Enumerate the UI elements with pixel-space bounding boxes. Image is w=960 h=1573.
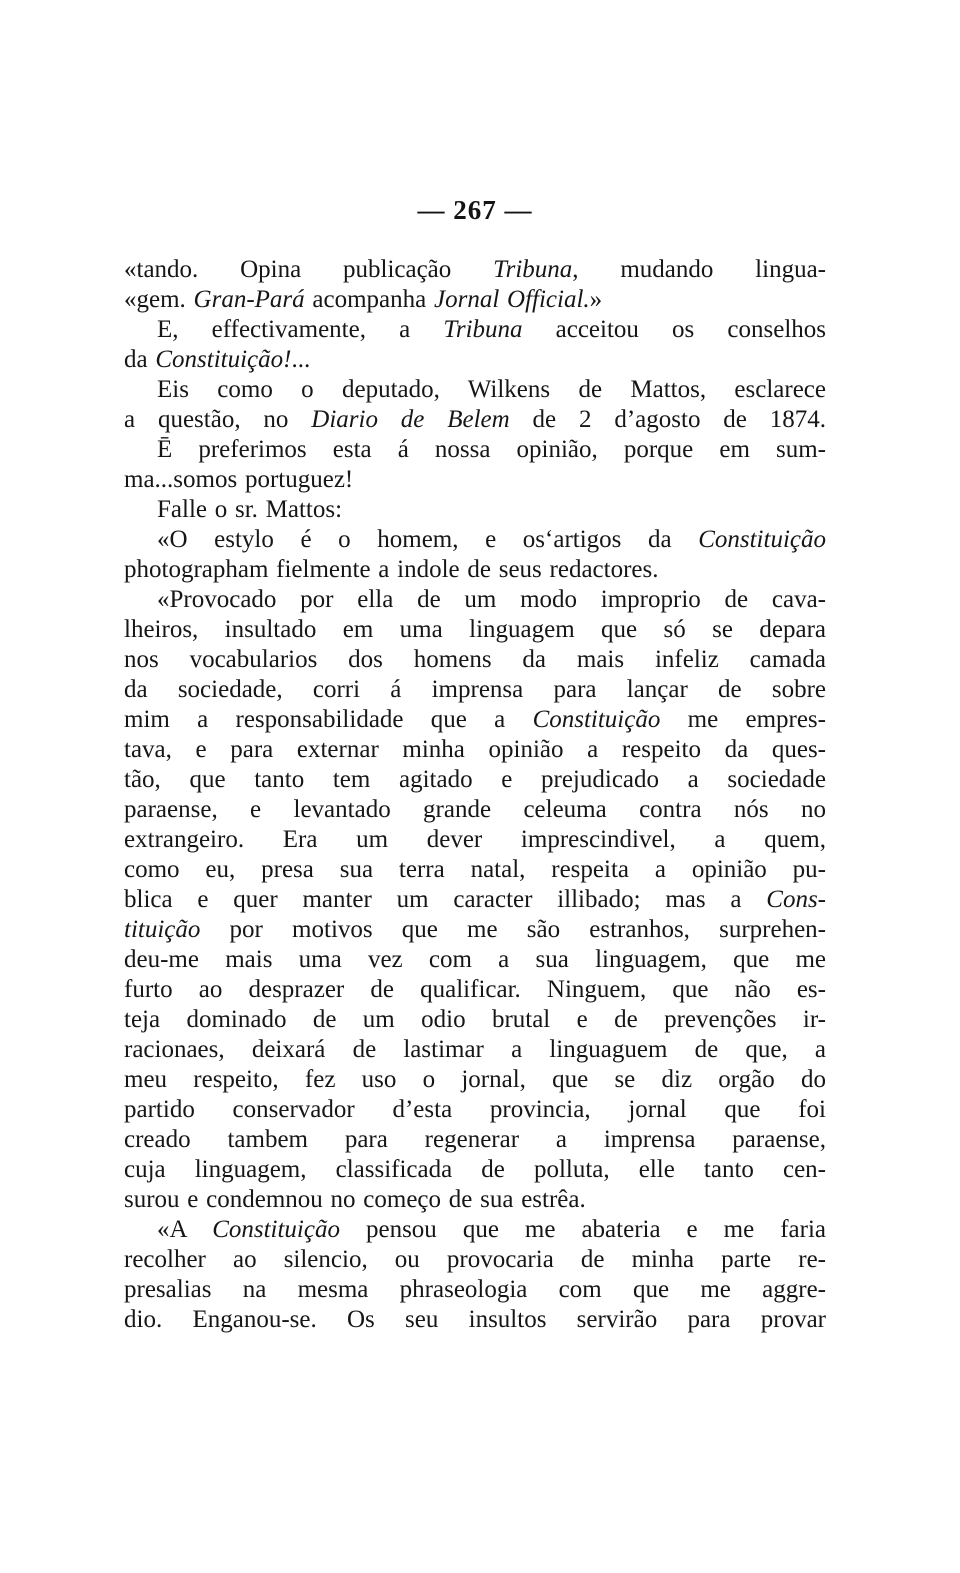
text-segment: , mudando lingua- <box>572 256 826 283</box>
text-segment: surou e condemnou no começo de sua estrêa. <box>124 1186 586 1213</box>
text-segment: racionaes, deixará de lastimar a linguaguem de que, a <box>124 1036 826 1063</box>
text-line <box>124 975 826 1005</box>
text-segment: tava, e para externar minha opinião a respeito da ques- <box>124 736 826 763</box>
text-segment: partido conservador d’esta provincia, jornal que foi <box>124 1096 826 1123</box>
text-segment: «tando. Opina publicação <box>124 256 494 283</box>
italic-text-segment: tituição <box>124 916 201 943</box>
text-segment: photographam fielmente a indole de seus redactores. <box>124 556 659 583</box>
text-line <box>124 435 826 465</box>
page-number: — 267 — <box>417 195 533 225</box>
italic-text-segment: Cons- <box>766 886 826 913</box>
text-line <box>124 1155 826 1185</box>
text-segment: como eu, presa sua terra natal, respeita a opinião pu- <box>124 856 826 883</box>
text-segment: por motivos que me são estranhos, surprehen- <box>200 916 826 943</box>
text-line <box>124 795 826 825</box>
text-segment: cuja linguagem, classificada de polluta, elle tanto cen- <box>124 1156 826 1183</box>
text-line <box>124 1275 826 1305</box>
italic-text-segment: Diario de Belem <box>311 406 510 433</box>
text-line <box>124 465 826 495</box>
text-segment: acompanha <box>304 286 434 313</box>
italic-text-segment: Tribuna <box>443 316 523 343</box>
text-line <box>124 615 826 645</box>
text-segment: Falle o sr. Mattos: <box>157 496 343 523</box>
text-segment: «Provocado por ella de um modo improprio de cava- <box>157 586 826 613</box>
text-line <box>124 1305 826 1335</box>
text-segment: da <box>124 346 156 373</box>
page-text <box>124 255 826 1335</box>
text-line <box>124 1185 826 1215</box>
text-segment: pensou que me abateria e me faria <box>339 1216 826 1243</box>
text-line <box>124 375 826 405</box>
italic-text-segment: Jornal Official. <box>434 286 590 313</box>
text-line <box>124 405 826 435</box>
text-line <box>124 525 826 555</box>
text-segment: me empres- <box>660 706 826 733</box>
text-line <box>124 945 826 975</box>
text-line <box>124 1005 826 1035</box>
text-line <box>124 555 826 585</box>
text-segment: paraense, e levantado grande celeuma contra nós no <box>124 796 826 823</box>
text-segment: da sociedade, corri á imprensa para lançar de sobre <box>124 676 826 703</box>
text-segment: ... <box>291 346 311 373</box>
text-segment: creado tambem para regenerar a imprensa paraense, <box>124 1126 826 1153</box>
text-line <box>124 825 826 855</box>
text-segment: nos vocabularios dos homens da mais infeliz camada <box>124 646 826 673</box>
text-line <box>124 315 826 345</box>
text-line <box>124 255 826 285</box>
text-segment: » <box>589 286 603 313</box>
text-line <box>124 1095 826 1125</box>
text-line <box>124 735 826 765</box>
text-segment: de 2 d’agosto de 1874. <box>509 406 826 433</box>
text-line <box>124 1035 826 1065</box>
italic-text-segment: Constituição <box>532 706 661 733</box>
text-line <box>124 645 826 675</box>
text-line <box>124 585 826 615</box>
text-line <box>124 1065 826 1095</box>
text-segment: mim a responsabilidade que a <box>124 706 533 733</box>
text-segment: ma...somos portuguez! <box>124 466 354 493</box>
text-segment: recolher ao silencio, ou provocaria de minha parte re- <box>124 1246 826 1273</box>
text-segment: Ē preferimos esta á nossa opinião, porque em sum- <box>157 436 826 463</box>
text-line <box>124 705 826 735</box>
text-segment: «gem. <box>124 286 194 313</box>
text-line <box>124 285 826 315</box>
text-segment: dio. Enganou-se. Os seu insultos servirão para provar <box>124 1306 826 1333</box>
text-line <box>124 765 826 795</box>
text-segment: E, effectivamente, a <box>157 316 444 343</box>
text-line <box>124 1245 826 1275</box>
text-segment: presalias na mesma phraseologia com que me aggre- <box>124 1276 826 1303</box>
text-segment: teja dominado de um odio brutal e de prevenções ir- <box>124 1006 826 1033</box>
text-line <box>124 885 826 915</box>
text-segment: furto ao desprazer de qualificar. Ninguem, que não es- <box>124 976 826 1003</box>
text-segment: Eis como o deputado, Wilkens de Mattos, esclarece <box>157 376 826 403</box>
text-line <box>124 915 826 945</box>
text-segment: «O estylo é o homem, e os‘artigos da <box>157 526 699 553</box>
text-segment: lheiros, insultado em uma linguagem que só se depara <box>124 616 826 643</box>
italic-text-segment: Constituição! <box>155 346 292 373</box>
text-line <box>124 855 826 885</box>
text-line <box>124 345 826 375</box>
text-segment: meu respeito, fez uso o jornal, que se diz orgão do <box>124 1066 826 1093</box>
italic-text-segment: Constituição <box>212 1216 340 1243</box>
text-segment: extrangeiro. Era um dever imprescindivel, a quem, <box>124 826 826 853</box>
italic-text-segment: Tribuna <box>493 256 573 283</box>
text-segment: deu-me mais uma vez com a sua linguagem, que me <box>124 946 826 973</box>
text-line <box>124 495 826 525</box>
text-segment: blica e quer manter um caracter illibado; mas a <box>124 886 767 913</box>
text-segment: acceitou os conselhos <box>522 316 826 343</box>
text-line <box>124 1215 826 1245</box>
text-line <box>124 1125 826 1155</box>
italic-text-segment: Gran-Pará <box>193 286 305 313</box>
text-segment: a questão, no <box>124 406 312 433</box>
text-segment: tão, que tanto tem agitado e prejudicado a sociedade <box>124 766 826 793</box>
italic-text-segment: Constituição <box>698 526 826 553</box>
text-segment: «A <box>157 1216 213 1243</box>
text-line <box>124 675 826 705</box>
